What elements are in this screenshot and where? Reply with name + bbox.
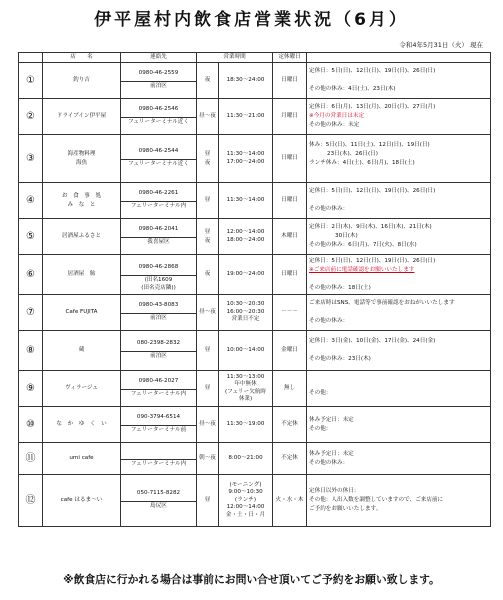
phone-number: 050-7115-8282 [136,489,181,496]
location: フェリーターミナル内 [121,459,196,474]
service-period: 夜 [197,63,219,99]
service-period: 朝～夜 [197,443,219,475]
holiday-line: 定休日：3日(金)、10日(金)、17日(金)、24日(金) [309,338,436,344]
holiday-line [309,76,490,85]
regular-holiday: 月曜日 [273,99,307,135]
header-number [19,53,43,63]
holiday-details [307,183,491,219]
holiday-line: その他： [309,425,332,432]
contact-cell [121,475,197,527]
service-period: 昼 [197,183,219,219]
holiday-details [307,295,491,331]
regular-holiday: 無し [273,371,307,407]
holiday-line: 定休日：5日(日)、12日(日)、19日(日)、26日(日) [309,68,436,74]
location: 前泊区 [121,81,196,96]
shop-name: 蔵 [43,331,121,371]
phone-number: 0980-46-2559 [138,69,179,76]
header-shop: 店 名 [43,53,121,63]
holiday-details [307,443,491,475]
holiday-line: 定休日以外の休日： [309,488,360,494]
as-of-date: 令和4年5月31日（火） 現在 [399,41,483,49]
business-hours: 11:30～14:00 17:00～24:00 [219,135,273,183]
row-number: ② [19,99,43,135]
holiday-line: その他の休み： [309,206,349,212]
regular-holiday: 日曜日 [273,63,307,99]
holiday-line: 定休日：5日(日)、12日(日)、19日(日)、26日(日) [309,188,436,194]
table-row [19,219,491,255]
holiday-line: 定休日：5日(日)、12日(日)、19日(日)、26日(日) [309,257,436,264]
phone-number: 090-3794-6514 [136,413,181,420]
row-number: ⑥ [19,255,43,295]
table-row [19,63,491,99]
shop-name: cafe はるま～い [43,475,121,527]
holiday-details [307,475,491,527]
location: フェリーターミナル近く [121,117,196,132]
service-period: 昼 [197,331,219,371]
holiday-line: 休み予定日：未定 [309,450,354,457]
holiday-line: その他の休み：6日(月)、7日(火)、8日(水) [309,242,417,248]
holiday-line: 定休日：6日(月)、13日(月)、20日(月)、27日(月) [309,104,436,110]
service-period: 夜 [197,255,219,295]
service-period: 昼 [197,475,219,527]
contact-cell [121,63,197,99]
business-hours: 8:00～21:00 [219,443,273,475]
service-period: 昼 [197,371,219,407]
row-number: ⑤ [19,219,43,255]
business-hours: (モーニング) 9:00～10:30 (ランチ) 12:00～14:00 金・土・日・月 [219,475,273,527]
phone-number: 0980-46-2868 [138,263,179,270]
service-period: 昼 夜 [197,135,219,183]
holiday-line: ランチ休み：4日(土)、6日(月)、18日(土) [309,159,415,166]
holiday-details [307,99,491,135]
holiday-line [309,346,490,355]
phone-number [121,444,196,459]
regular-holiday: 日曜日 [273,183,307,219]
location: フェリーターミナル前 [121,425,196,440]
holiday-line: 定休日：2日(木)、9日(木)、16日(木)、21日(木) [309,224,432,230]
page-title: 伊平屋村内飲食店営業状況（6月） [94,10,409,30]
holiday-line: その他の休み： [309,318,349,324]
location: フェリーターミナル内 [121,389,196,404]
row-number: ③ [19,135,43,183]
holiday-details [307,135,491,183]
holiday-line [309,196,490,205]
holiday-details [307,371,491,407]
shop-name: umi cafe [43,443,121,475]
holiday-line: ご来店時はSNS、電話等で事前確認をおねがいいたします [309,300,455,306]
phone-number: 0980-46-2544 [138,147,179,154]
holiday-line: その他の休み：4日(土)、23日(木) [309,86,396,92]
regular-holiday: 金曜日 [273,331,307,371]
table-row [19,255,491,295]
row-number: ⑫ [19,475,43,527]
holiday-line: 休み予定日：未定 [309,416,354,423]
table-row [19,99,491,135]
location: 我喜屋区 [121,237,196,252]
shop-name: 釣り吉 [43,63,121,99]
footer-notice: ※飲食店に行かれる場合は事前にお問い合せ頂いてご予約をお願い致します。 [63,573,440,586]
holiday-line: ※今月の営業日は未定 [309,113,365,119]
row-number: ④ [19,183,43,219]
business-hours: 12:00～14:00 18:00～24:00 [219,219,273,255]
holiday-line: その他の休み： [309,459,349,466]
contact-cell [121,255,197,295]
header-regular-holiday: 定休曜日 [273,53,307,63]
service-period: 昼～夜 [197,99,219,135]
holiday-line [309,275,490,284]
business-hours: 18:30～24:00 [219,63,273,99]
holiday-line [309,380,490,389]
contact-cell [121,371,197,407]
location: 前泊区 [121,351,196,366]
shop-name: Cafe FUJITA [43,295,121,331]
business-hours: 11:30～14:00 [219,183,273,219]
contact-cell [121,407,197,443]
restaurant-status-table [18,52,491,527]
service-period: 昼～夜 [197,295,219,331]
header-hours: 営業時間 [197,53,273,63]
table-row [19,443,491,475]
holiday-line [309,308,490,317]
location: フェリーターミナル内 [121,201,196,216]
holiday-line: ※ご来店前に電話確認をお願いいたします [309,266,415,273]
shop-name: 居酒屋ふるさと [43,219,121,255]
row-number: ① [19,63,43,99]
shop-name: 居酒屋 鮎 [43,255,121,295]
phone-number: 0980-46-2261 [138,189,179,196]
shop-name: お 食 事 処 み な と [43,183,121,219]
phone-number: 0980-46-2041 [138,225,179,232]
holiday-line: 30日(木) [335,233,358,239]
table-row [19,371,491,407]
shop-name: 海産物料理 海魚 [43,135,121,183]
holiday-line: その他： [309,389,332,396]
holiday-line: その他の休み：23日(木) [309,356,371,362]
holiday-details [307,219,491,255]
row-number: ⑦ [19,295,43,331]
business-hours: 11:30～19:00 [219,407,273,443]
holiday-line: 休み：5日(日)、11日(土)、12日(日)、19日(日) [309,141,430,148]
location: 島尻区 [121,501,196,516]
business-hours: 10:30～20:30 16:00～20:30 営業日不定 [219,295,273,331]
row-number: ⑩ [19,407,43,443]
regular-holiday: 不定休 [273,443,307,475]
holiday-line [309,168,490,177]
contact-cell [121,99,197,135]
regular-holiday: 不定休 [273,407,307,443]
business-hours: 11:30～21:00 [219,99,273,135]
regular-holiday: 火・水・木 [273,475,307,527]
holiday-details [307,407,491,443]
contact-cell [121,443,197,475]
location: 前泊区 [121,313,196,328]
service-period: 昼 夜 [197,219,219,255]
contact-cell [121,295,197,331]
holiday-details [307,255,491,295]
regular-holiday: 日曜日 [273,135,307,183]
holiday-details [307,63,491,99]
table-row [19,295,491,331]
contact-cell [121,183,197,219]
table-row [19,475,491,527]
shop-name: ヴィラージュ [43,371,121,407]
table-row [19,183,491,219]
shop-name: な か ゆ く い [43,407,121,443]
business-hours: 11:30～13:00 年中無休 (フェリー欠航時 休業) [219,371,273,407]
shop-name: ドライブイン伊平屋 [43,99,121,135]
header-contact: 連絡先 [121,53,197,63]
business-hours: 10:00～14:00 [219,331,273,371]
table-row [19,135,491,183]
contact-cell [121,219,197,255]
location: フェリーターミナル近く [121,159,196,174]
phone-number: 0980-46-2546 [138,105,179,112]
table-row [19,407,491,443]
holiday-line: その他の休み：未定 [309,122,360,128]
phone-number: 080-2398-2832 [136,339,181,346]
header-holiday-details [307,53,491,63]
holiday-line: その他：人出入数を調整していますので、ご来店前に [309,497,444,503]
phone-number: 0980-46-2027 [138,377,179,384]
regular-holiday: －－－ [273,295,307,331]
holiday-line: 23日(木)、26日(日) [327,150,378,157]
business-hours: 19:00～24:00 [219,255,273,295]
row-number: ⑨ [19,371,43,407]
service-period: 昼～夜 [197,407,219,443]
phone-number: 0980-43-8083 [138,301,179,308]
location: (田名1609 (田名売店隣)) [121,275,196,290]
row-number: ⑧ [19,331,43,371]
holiday-details [307,331,491,371]
contact-cell [121,135,197,183]
regular-holiday: 日曜日 [273,255,307,295]
holiday-line: ご予約をお願いいたします。 [309,506,382,512]
table-header-row [19,53,491,63]
row-number: ⑪ [19,443,43,475]
holiday-line: その他の休み：18日(土) [309,284,371,291]
table-row [19,331,491,371]
regular-holiday: 木曜日 [273,219,307,255]
contact-cell [121,331,197,371]
